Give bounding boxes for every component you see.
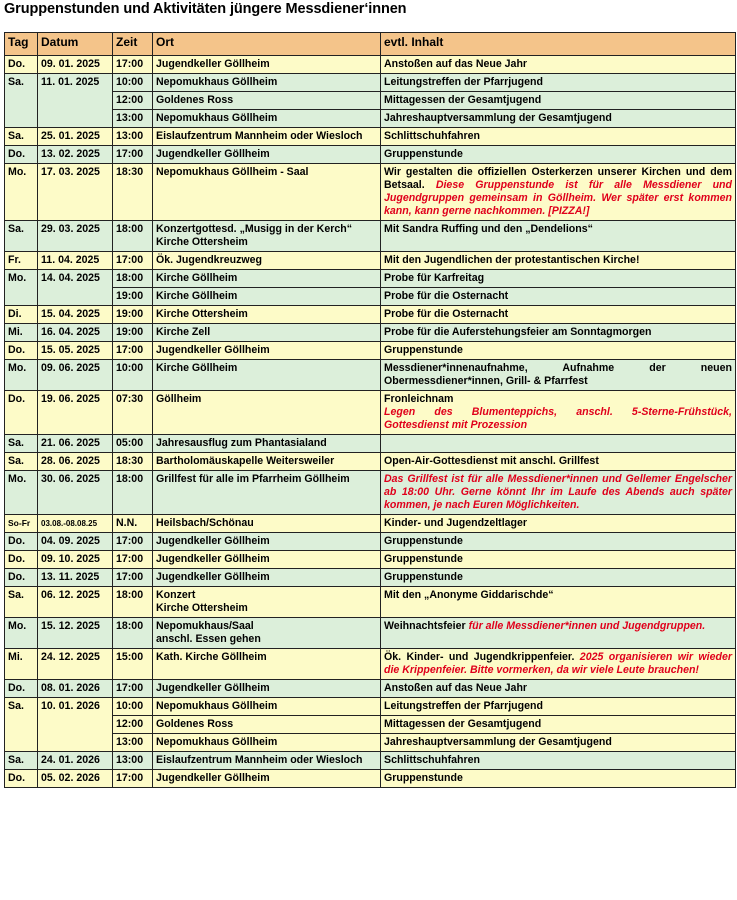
- place-cell: Jahresausflug zum Phantasialand: [153, 435, 381, 453]
- table-row: [5, 680, 736, 698]
- content-cell: [381, 221, 736, 252]
- date-cell: 29. 03. 2025: [38, 221, 113, 252]
- time-cell: 18:00: [113, 618, 153, 649]
- date-cell: 24. 12. 2025: [38, 649, 113, 680]
- table-row: [5, 288, 736, 306]
- place-cell: Jugendkeller Göllheim: [153, 533, 381, 551]
- time-cell: 13:00: [113, 110, 153, 128]
- content-text: Fronleichnam: [384, 393, 454, 405]
- content-cell: [381, 649, 736, 680]
- time-cell: 12:00: [113, 716, 153, 734]
- place-cell: Konzert Kirche Ottersheim: [153, 587, 381, 618]
- day-cell: Mi.: [5, 649, 38, 680]
- day-cell: So-Fr: [5, 515, 38, 533]
- content-cell: [381, 453, 736, 471]
- content-text: Mittagessen der Gesamtjugend: [384, 718, 542, 730]
- table-row: [5, 515, 736, 533]
- table-row: [5, 342, 736, 360]
- content-cell: [381, 698, 736, 716]
- content-text: Weihnachtsfeier: [384, 620, 469, 632]
- content-text: Gruppenstunde: [384, 535, 463, 547]
- highlight-text: 2025 organisieren wir wieder die Krippenfeier. Bitte vormerken, da wir viele Leute brauchen!: [384, 651, 732, 676]
- day-cell: Do.: [5, 770, 38, 788]
- time-cell: 17:00: [113, 533, 153, 551]
- content-text: Anstoßen auf das Neue Jahr: [384, 58, 528, 70]
- table-row: [5, 128, 736, 146]
- time-cell: 19:00: [113, 324, 153, 342]
- time-cell: 13:00: [113, 752, 153, 770]
- content-cell: [381, 533, 736, 551]
- place-cell: Jugendkeller Göllheim: [153, 146, 381, 164]
- date-cell: 21. 06. 2025: [38, 435, 113, 453]
- content-text: Probe für die Osternacht: [384, 308, 509, 320]
- content-cell: [381, 569, 736, 587]
- time-cell: 10:00: [113, 360, 153, 391]
- content-cell: [381, 770, 736, 788]
- table-row: [5, 74, 736, 92]
- content-cell: [381, 618, 736, 649]
- content-cell: [381, 270, 736, 288]
- place-cell: Nepomukhaus Göllheim: [153, 698, 381, 716]
- time-cell: 17:00: [113, 146, 153, 164]
- content-text: Gruppenstunde: [384, 571, 463, 583]
- place-cell: Bartholomäuskapelle Weitersweiler: [153, 453, 381, 471]
- content-cell: [381, 471, 736, 515]
- content-cell: [381, 74, 736, 92]
- day-cell: Do.: [5, 56, 38, 74]
- date-cell: 10. 01. 2026: [38, 698, 113, 752]
- content-cell: [381, 110, 736, 128]
- day-cell: Mo.: [5, 164, 38, 221]
- content-cell: [381, 342, 736, 360]
- page-title: Gruppenstunden und Aktivitäten jüngere Messdiener‘innen: [4, 1, 407, 17]
- place-cell: Kirche Göllheim: [153, 270, 381, 288]
- time-cell: 18:30: [113, 453, 153, 471]
- table-row: [5, 252, 736, 270]
- place-cell: Ök. Jugendkreuzweg: [153, 252, 381, 270]
- content-cell: [381, 146, 736, 164]
- place-cell: Kirche Ottersheim: [153, 306, 381, 324]
- table-row: [5, 110, 736, 128]
- time-cell: 18:00: [113, 221, 153, 252]
- place-cell: Nepomukhaus Göllheim - Saal: [153, 164, 381, 221]
- content-cell: [381, 680, 736, 698]
- day-cell: Di.: [5, 306, 38, 324]
- place-cell: Eislaufzentrum Mannheim oder Wiesloch: [153, 128, 381, 146]
- time-cell: 17:00: [113, 56, 153, 74]
- table-row: [5, 146, 736, 164]
- content-cell: [381, 752, 736, 770]
- highlight-text: Legen des Blumenteppichs, anschl. 5-Sterne-Frühstück, Gottesdienst mit Prozession: [384, 406, 732, 431]
- content-text: Jahreshauptversammlung der Gesamtjugend: [384, 736, 612, 748]
- time-cell: 18:00: [113, 471, 153, 515]
- place-cell: Konzertgottesd. „Musigg in der Kerch“ Kirche Ottersheim: [153, 221, 381, 252]
- content-text: Probe für die Osternacht: [384, 290, 509, 302]
- day-cell: Mo.: [5, 270, 38, 306]
- header-datum: Datum: [38, 33, 113, 56]
- table-row: [5, 56, 736, 74]
- date-cell: 16. 04. 2025: [38, 324, 113, 342]
- place-cell: Eislaufzentrum Mannheim oder Wiesloch: [153, 752, 381, 770]
- time-cell: 19:00: [113, 306, 153, 324]
- time-cell: 10:00: [113, 74, 153, 92]
- day-cell: Fr.: [5, 252, 38, 270]
- time-cell: 12:00: [113, 92, 153, 110]
- content-text: Leitungstreffen der Pfarrjugend: [384, 700, 543, 712]
- time-cell: 17:00: [113, 770, 153, 788]
- table-row: [5, 324, 736, 342]
- day-cell: Mo.: [5, 618, 38, 649]
- place-cell: Goldenes Ross: [153, 716, 381, 734]
- header-zeit: Zeit: [113, 33, 153, 56]
- content-cell: [381, 252, 736, 270]
- table-row: [5, 306, 736, 324]
- table-row: [5, 533, 736, 551]
- content-text: Schlittschuhfahren: [384, 130, 480, 142]
- content-cell: [381, 164, 736, 221]
- place-cell: Grillfest für alle im Pfarrheim Göllheim: [153, 471, 381, 515]
- date-cell: 09. 01. 2025: [38, 56, 113, 74]
- time-cell: 13:00: [113, 128, 153, 146]
- day-cell: Do.: [5, 551, 38, 569]
- table-row: [5, 551, 736, 569]
- table-row: [5, 164, 736, 221]
- content-cell: [381, 734, 736, 752]
- date-cell: 28. 06. 2025: [38, 453, 113, 471]
- place-cell: Kirche Göllheim: [153, 288, 381, 306]
- table-row: [5, 618, 736, 649]
- date-cell: 09. 06. 2025: [38, 360, 113, 391]
- content-text: Gruppenstunde: [384, 148, 463, 160]
- date-cell: 30. 06. 2025: [38, 471, 113, 515]
- content-text: Jahreshauptversammlung der Gesamtjugend: [384, 112, 612, 124]
- date-cell: 11. 01. 2025: [38, 74, 113, 128]
- content-cell: [381, 128, 736, 146]
- content-text: Ök. Kinder- und Jugendkrippenfeier.: [384, 651, 580, 663]
- header-tag: Tag: [5, 33, 38, 56]
- day-cell: Do.: [5, 533, 38, 551]
- header-row: [5, 33, 736, 56]
- highlight-text: Diese Gruppenstunde ist für alle Messdiener und Jugendgruppen gemeinsam in Göllheim. Wer später erst kommen kann, kann gerne nachkommen. [PIZZA!]: [384, 179, 732, 217]
- day-cell: Sa.: [5, 221, 38, 252]
- time-cell: 18:00: [113, 587, 153, 618]
- time-cell: 18:30: [113, 164, 153, 221]
- content-text: Probe für Karfreitag: [384, 272, 485, 284]
- date-cell: 11. 04. 2025: [38, 252, 113, 270]
- place-cell: Jugendkeller Göllheim: [153, 56, 381, 74]
- time-cell: 17:00: [113, 680, 153, 698]
- table-row: [5, 698, 736, 716]
- content-cell: [381, 551, 736, 569]
- day-cell: Mo.: [5, 471, 38, 515]
- content-cell: [381, 288, 736, 306]
- place-cell: Jugendkeller Göllheim: [153, 569, 381, 587]
- content-text: Messdiener*innenaufnahme, Aufnahme der neuen Obermessdiener*innen, Grill- & Pfarrfest: [384, 362, 732, 387]
- content-cell: [381, 306, 736, 324]
- date-cell: 15. 04. 2025: [38, 306, 113, 324]
- highlight-text: für alle Messdiener*innen und Jugendgruppen.: [468, 620, 706, 632]
- content-cell: [381, 92, 736, 110]
- date-cell: 13. 02. 2025: [38, 146, 113, 164]
- date-cell: 09. 10. 2025: [38, 551, 113, 569]
- time-cell: 18:00: [113, 270, 153, 288]
- date-cell: 15. 12. 2025: [38, 618, 113, 649]
- day-cell: Sa.: [5, 752, 38, 770]
- time-cell: 17:00: [113, 551, 153, 569]
- table-row: [5, 716, 736, 734]
- time-cell: 07:30: [113, 391, 153, 435]
- time-cell: 05:00: [113, 435, 153, 453]
- table-row: [5, 435, 736, 453]
- date-cell: 25. 01. 2025: [38, 128, 113, 146]
- content-cell: [381, 360, 736, 391]
- day-cell: Do.: [5, 342, 38, 360]
- place-cell: Heilsbach/Schönau: [153, 515, 381, 533]
- day-cell: Sa.: [5, 128, 38, 146]
- day-cell: Sa.: [5, 698, 38, 752]
- place-cell: Göllheim: [153, 391, 381, 435]
- day-cell: Do.: [5, 680, 38, 698]
- table-row: [5, 649, 736, 680]
- date-cell: 13. 11. 2025: [38, 569, 113, 587]
- content-cell: [381, 435, 736, 453]
- content-cell: [381, 515, 736, 533]
- time-cell: N.N.: [113, 515, 153, 533]
- content-text: Mit Sandra Ruffing und den „Dendelions“: [384, 223, 593, 235]
- place-cell: Goldenes Ross: [153, 92, 381, 110]
- date-cell: 08. 01. 2026: [38, 680, 113, 698]
- place-cell: Jugendkeller Göllheim: [153, 770, 381, 788]
- place-cell: Jugendkeller Göllheim: [153, 680, 381, 698]
- table-row: [5, 569, 736, 587]
- date-cell: 06. 12. 2025: [38, 587, 113, 618]
- day-cell: Sa.: [5, 435, 38, 453]
- day-cell: Do.: [5, 391, 38, 435]
- place-cell: Jugendkeller Göllheim: [153, 551, 381, 569]
- table-row: [5, 770, 736, 788]
- content-text: Schlittschuhfahren: [384, 754, 480, 766]
- day-cell: Mo.: [5, 360, 38, 391]
- table-row: [5, 471, 736, 515]
- content-text: Mittagessen der Gesamtjugend: [384, 94, 542, 106]
- content-cell: [381, 324, 736, 342]
- day-cell: Do.: [5, 146, 38, 164]
- time-cell: 17:00: [113, 569, 153, 587]
- table-row: [5, 391, 736, 435]
- day-cell: Mi.: [5, 324, 38, 342]
- place-cell: Nepomukhaus Göllheim: [153, 110, 381, 128]
- schedule-table: [4, 32, 736, 788]
- highlight-text: Das Grillfest ist für alle Messdiener*innen und Gellemer Engelscher ab 18:00 Uhr. Gerne könnt Ihr im Laufe des Abends auch später kommen, je nach Euren Möglichkeiten.: [384, 473, 732, 511]
- schedule-body: [5, 56, 736, 788]
- date-cell: 05. 02. 2026: [38, 770, 113, 788]
- table-row: [5, 453, 736, 471]
- table-row: [5, 587, 736, 618]
- content-cell: [381, 56, 736, 74]
- table-row: [5, 92, 736, 110]
- content-text: Gruppenstunde: [384, 772, 463, 784]
- content-text: Kinder- und Jugendzeltlager: [384, 517, 528, 529]
- table-row: [5, 360, 736, 391]
- header-inhalt: evtl. Inhalt: [381, 33, 736, 56]
- date-cell: 15. 05. 2025: [38, 342, 113, 360]
- date-cell: 14. 04. 2025: [38, 270, 113, 306]
- time-cell: 17:00: [113, 342, 153, 360]
- place-cell: Kath. Kirche Göllheim: [153, 649, 381, 680]
- content-text: Wir gestalten die offiziellen Osterkerzen unserer Kirchen und dem Betsaal.: [384, 166, 732, 191]
- place-cell: Nepomukhaus Göllheim: [153, 74, 381, 92]
- time-cell: 13:00: [113, 734, 153, 752]
- day-cell: Sa.: [5, 587, 38, 618]
- content-text: Probe für die Auferstehungsfeier am Sonntagmorgen: [384, 326, 652, 338]
- place-cell: Kirche Göllheim: [153, 360, 381, 391]
- place-cell: Jugendkeller Göllheim: [153, 342, 381, 360]
- content-cell: [381, 587, 736, 618]
- time-cell: 15:00: [113, 649, 153, 680]
- content-cell: [381, 716, 736, 734]
- time-cell: 10:00: [113, 698, 153, 716]
- content-text: Leitungstreffen der Pfarrjugend: [384, 76, 543, 88]
- date-cell: 19. 06. 2025: [38, 391, 113, 435]
- content-text: Gruppenstunde: [384, 344, 463, 356]
- content-text: Open-Air-Gottesdienst mit anschl. Grillfest: [384, 455, 599, 467]
- content-text: Mit den „Anonyme Giddarischde“: [384, 589, 554, 601]
- day-cell: Sa.: [5, 74, 38, 128]
- time-cell: 19:00: [113, 288, 153, 306]
- content-cell: [381, 391, 736, 435]
- date-cell: 03.08.-08.08.25: [38, 515, 113, 533]
- day-cell: Do.: [5, 569, 38, 587]
- place-cell: Nepomukhaus/Saal anschl. Essen gehen: [153, 618, 381, 649]
- date-cell: 24. 01. 2026: [38, 752, 113, 770]
- table-row: [5, 221, 736, 252]
- table-row: [5, 752, 736, 770]
- place-cell: Kirche Zell: [153, 324, 381, 342]
- date-cell: 04. 09. 2025: [38, 533, 113, 551]
- table-row: [5, 734, 736, 752]
- table-row: [5, 270, 736, 288]
- place-cell: Nepomukhaus Göllheim: [153, 734, 381, 752]
- day-cell: Sa.: [5, 453, 38, 471]
- date-cell: 17. 03. 2025: [38, 164, 113, 221]
- header-ort: Ort: [153, 33, 381, 56]
- content-text: Mit den Jugendlichen der protestantischen Kirche!: [384, 254, 640, 266]
- time-cell: 17:00: [113, 252, 153, 270]
- content-text: Anstoßen auf das Neue Jahr: [384, 682, 528, 694]
- content-text: Gruppenstunde: [384, 553, 463, 565]
